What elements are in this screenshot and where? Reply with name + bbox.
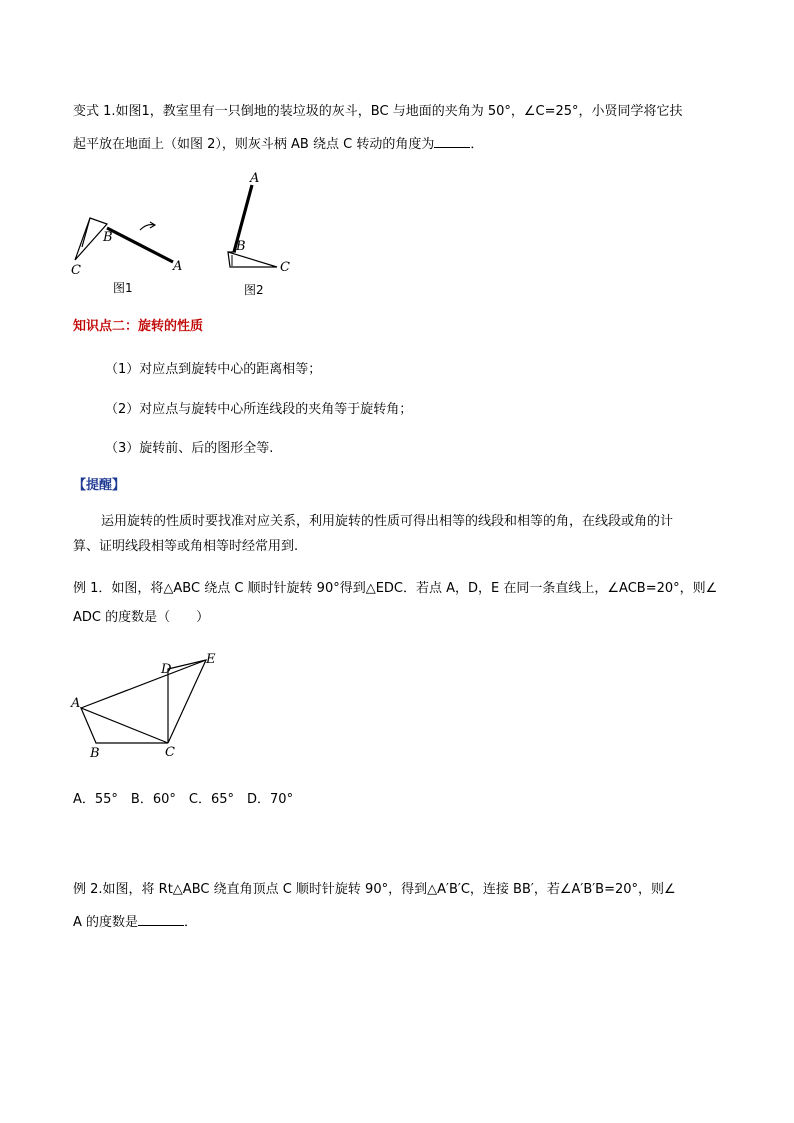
fig2-label-c: C — [280, 260, 290, 275]
example2-line2 — [73, 912, 197, 932]
reminder-title: 【提醒】 — [73, 478, 126, 493]
fig3-label-a: A — [71, 696, 81, 711]
figure-1-dustpan-tilted — [60, 205, 200, 300]
fig3-label-c: C — [165, 745, 175, 760]
fig1-label-a: A — [173, 259, 183, 274]
fig2-label-a: A — [250, 171, 260, 186]
fig3-label-d: D — [161, 662, 172, 677]
handle-ab — [107, 228, 173, 262]
fig1-caption: 图1 — [113, 281, 133, 295]
fig3-label-e: E — [206, 652, 216, 667]
fig1-label-b: B — [103, 230, 113, 245]
fig2-label-b: B — [236, 239, 246, 254]
reminder-line2: 算、证明线段相等或角相等时经常用到. — [73, 539, 299, 554]
fig3-label-b: B — [90, 746, 100, 761]
property-item-1: （1）对应点到旋转中心的距离相等； — [105, 362, 322, 377]
variant1-line2-end: ． — [470, 137, 484, 152]
example1-line1: 例 1．如图，将△ABC 绕点 C 顺时针旋转 90°得到△EDC．若点 A，D，E 在同一条直线上，∠ACB=20°，则∠ — [73, 581, 718, 596]
property-item-2: （2）对应点与旋转中心所连线段的夹角等于旋转角； — [105, 402, 413, 417]
answer-blank — [434, 134, 470, 148]
example2-line1: 例 2.如图，将 Rt△ABC 绕直角顶点 C 顺时针旋转 90°，得到△A′B′C，连接 BB′，若∠A′B′B=20°，则∠ — [73, 882, 676, 897]
example2-line2-text: A 的度数是 — [73, 915, 139, 930]
variant1-line1: 变式 1.如图1，教室里有一只倒地的装垃圾的灰斗，BC 与地面的夹角为 50°，∠C=25°，小贤同学将它扶 — [73, 104, 683, 119]
example1-options: A．55° B．60° C．65° D．70° — [73, 792, 294, 807]
figure-3-rotation — [65, 648, 230, 763]
property-item-3: （3）旋转前、后的图形全等. — [105, 441, 274, 456]
reminder-line1: 运用旋转的性质时要找准对应关系，利用旋转的性质可得出相等的线段和相等的角，在线段或角的计 — [101, 514, 674, 529]
fig2-caption: 图2 — [244, 283, 264, 297]
dustpan-body — [228, 252, 277, 267]
fig1-label-c: C — [71, 263, 81, 278]
example1-line2: ADC 的度数是（ ） — [73, 610, 210, 625]
example2-line2-end: ． — [184, 915, 198, 930]
knowledge-point-2-title: 知识点二：旋转的性质 — [73, 319, 204, 334]
figure-2-dustpan-flat — [215, 170, 305, 300]
variant1-line2-text: 起平放在地面上（如图 2），则灰斗柄 AB 绕点 C 转动的角度为 — [73, 137, 435, 152]
triangle-abc — [81, 708, 168, 743]
variant1-line2 — [73, 134, 483, 154]
answer-blank — [138, 912, 184, 926]
